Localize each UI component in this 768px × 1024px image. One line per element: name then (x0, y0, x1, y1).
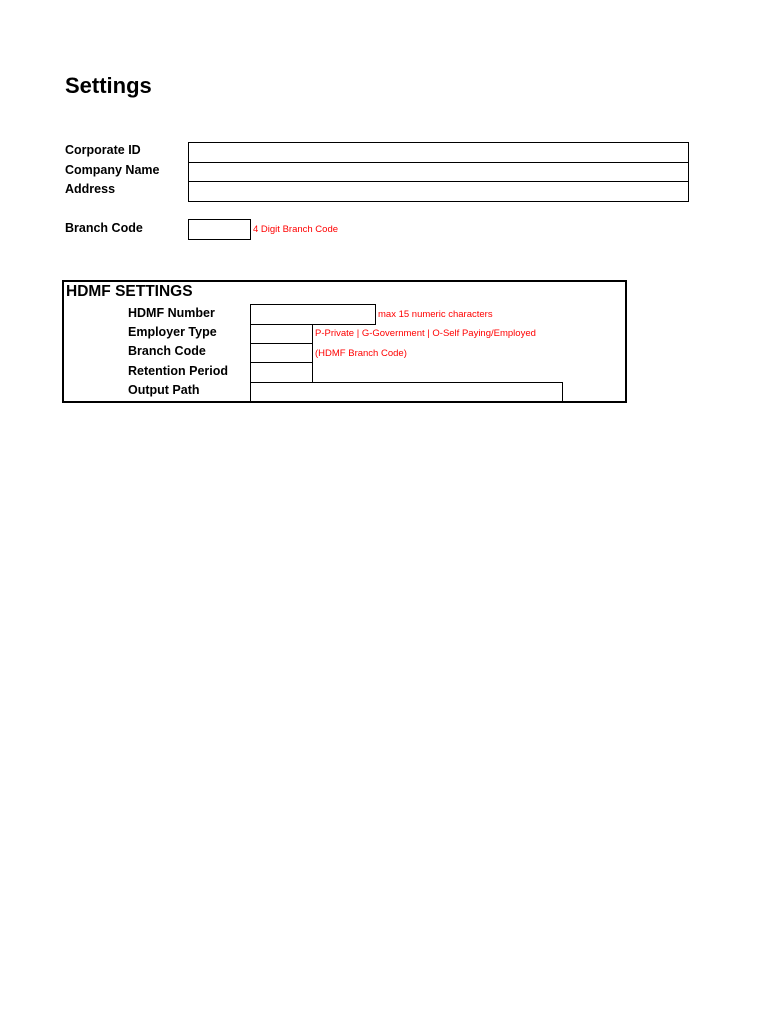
corporate-id-label: Corporate ID (65, 143, 141, 157)
address-label: Address (65, 182, 116, 196)
hdmf-branch-code-hint: (HDMF Branch Code) (315, 348, 407, 359)
employer-type-hint: P-Private | G-Government | O-Self Paying/Employed (315, 328, 536, 339)
corporate-id-input[interactable] (188, 142, 689, 163)
employer-type-input[interactable] (250, 324, 313, 344)
branch-code-label: Branch Code (65, 221, 143, 235)
hdmf-number-label: HDMF Number (128, 306, 215, 320)
hdmf-number-input[interactable] (250, 304, 376, 325)
address-input[interactable] (188, 181, 689, 202)
hdmf-branch-code-label: Branch Code (128, 344, 206, 358)
employer-type-label: Employer Type (128, 325, 217, 339)
branch-code-input[interactable] (188, 219, 251, 240)
output-path-input[interactable] (250, 382, 563, 402)
hdmf-branch-code-input[interactable] (250, 343, 313, 363)
retention-period-input[interactable] (250, 362, 313, 383)
output-path-label: Output Path (128, 383, 200, 397)
company-name-label: Company Name (65, 163, 160, 177)
branch-code-hint: 4 Digit Branch Code (253, 224, 339, 235)
company-name-input[interactable] (188, 162, 689, 182)
hdmf-settings-title: HDMF SETTINGS (66, 283, 193, 300)
page-title: Settings (65, 73, 152, 98)
hdmf-number-hint: max 15 numeric characters (378, 309, 493, 320)
retention-period-label: Retention Period (128, 364, 229, 378)
